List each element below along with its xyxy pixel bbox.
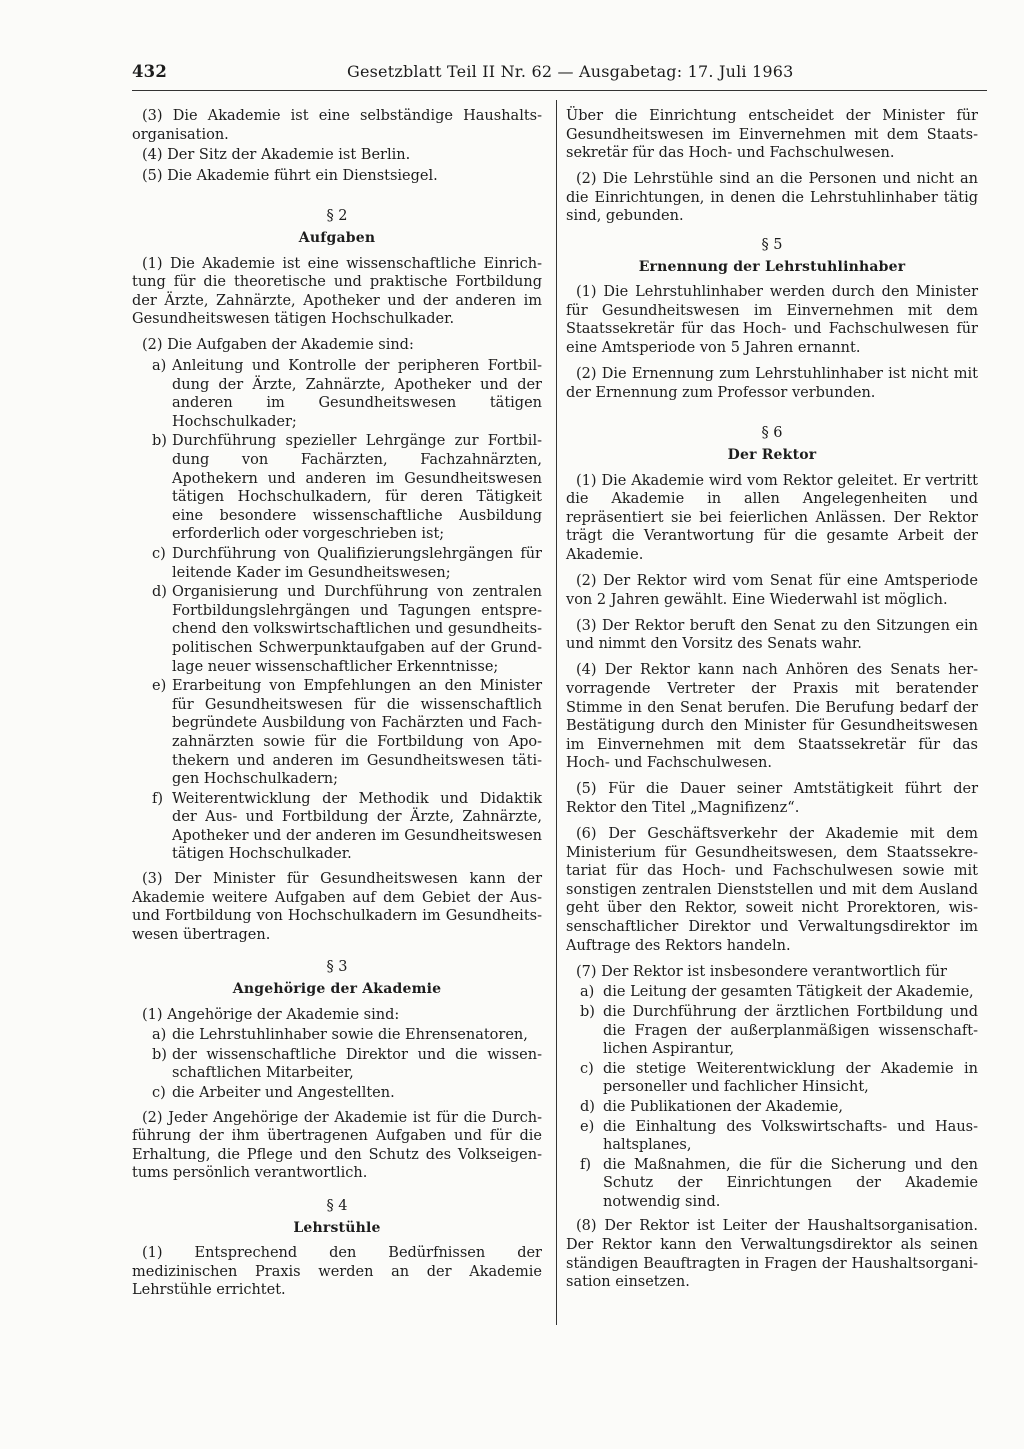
paragraph: Über die Einrichtung entscheidet der Minister für Gesundheitswesen im Einvernehmen mit dem Staatssekretär für das Hoch- und Fachschulwesen. <box>566 108 978 162</box>
list-item <box>566 1003 978 1059</box>
paragraph: (3) Der Rektor beruft den Senat zu den Sitzungen ein und nimmt den Vorsitz des Senats wahr. <box>566 617 978 653</box>
header-rule <box>132 90 987 91</box>
list-item <box>566 1060 978 1097</box>
list-item-label: b) <box>152 1046 167 1063</box>
list-item-label: a) <box>152 358 167 375</box>
list-item <box>566 1118 978 1155</box>
list-item-text: die stetige Weiterentwicklung der Akademie in personeller und fachlicher Hinsicht, <box>603 1060 978 1096</box>
list-item-label: e) <box>152 678 167 695</box>
list-item-text: die Lehrstuhlinhaber sowie die Ehrensenatoren, <box>172 1027 528 1044</box>
section-title: Aufgaben <box>298 229 376 246</box>
column-divider <box>556 100 557 1325</box>
list-item-text: Organisierung und Durchführung von zentralen Fortbildungslehrgängen und Tagungen entsprechend den volkswirtschaftlichen und gesundheitspolitischen Schwerpunktaufgaben auf der Grundlage neuer wissenschaftlicher Erkenntnisse; <box>172 584 542 675</box>
list-item-text: die Leitung der gesamten Tätigkeit der Akademie, <box>603 984 974 1001</box>
list-item <box>132 357 542 431</box>
section-number: § 4 <box>326 1197 348 1214</box>
section-number: § 2 <box>326 208 348 225</box>
paragraph: (1) Die Akademie ist eine wissenschaftliche Einrichtung für die theoretische und praktische Fortbildung der Ärzte, Zahnärzte, Apotheker und der anderen im Gesundheitswesen tätigen Hochschulkader. <box>132 255 542 328</box>
list-item-label: a) <box>152 1027 167 1044</box>
list-item <box>132 1046 542 1083</box>
page-header <box>132 62 987 88</box>
section-number: § 3 <box>326 959 348 976</box>
paragraph: (7) Der Rektor ist insbesondere verantwortlich für <box>576 963 947 980</box>
right-column <box>566 107 978 1292</box>
list-item <box>132 677 542 789</box>
task-list <box>132 357 542 864</box>
list-item-text: die Durchführung der ärztlichen Fortbildung und die Fragen der außerplanmäßigen wissenschaftlichen Aspirantur, <box>603 1003 978 1058</box>
paragraph: (5) Für die Dauer seiner Amtstätigkeit führt der Rektor den Titel „Magnifizenz“. <box>566 781 978 816</box>
paragraph: (1) Entsprechend den Bedürfnissen der medizinischen Praxis werden an der Akademie Lehrstühle errichtet. <box>132 1245 542 1299</box>
list-item-text: Durchführung spezieller Lehrgänge zur Fortbildung von Fachärzten, Fachzahnärzten, Apothekern und anderen im Gesundheitswesen tätigen Hochschulkadern, für deren Tätigkeit eine besondere wissenschaftliche Ausbildung erforderlich oder vorgeschrieben ist; <box>172 433 542 543</box>
section-number: § 5 <box>761 237 783 254</box>
section-title: Lehrstühle <box>293 1219 381 1236</box>
list-item-label: a) <box>580 984 595 1001</box>
paragraph: (4) Der Sitz der Akademie ist Berlin. <box>142 147 411 164</box>
paragraph: (4) Der Rektor kann nach Anhören des Senats hervorragende Vertreter der Praxis mit beratender Stimme in den Senat berufen. Die Berufung bedarf der Bestätigung durch den Minister für Gesundheitswesen im Einvernehmen mit dem Staatssekretär für das Hoch- und Fachschulwesen. <box>566 662 978 772</box>
list-item <box>132 790 542 864</box>
paragraph: (2) Die Aufgaben der Akademie sind: <box>142 337 414 354</box>
paragraph: (6) Der Geschäftsverkehr der Akademie mit dem Ministerium für Gesundheitswesen, dem Staatssekretariat für das Hoch- und Fachschulwesen sowie mit sonstigen zentralen Dienststellen und mit dem Ausland geht über den Rektor, soweit nicht Prorektoren, wissenschaftlicher Direktor und Verwaltungsdirektor im Auftrage des Rektors handeln. <box>566 826 978 954</box>
paragraph: (3) Die Akademie ist eine selbständige Haushaltsorganisation. <box>132 108 542 143</box>
paragraph: (2) Jeder Angehörige der Akademie ist für die Durchführung der ihm übertragenen Aufgaben und für die Erhaltung, die Pflege und den Schutz des Volkseigentums persönlich verantwortlich. <box>132 1109 542 1182</box>
list-item-text: Erarbeitung von Empfehlungen an den Minister für Gesundheitswesen für die wissenschaftlich begründete Ausbildung von Fachärzten und Fachzahnärzten sowie für die Fortbildung von Apothekern und anderen im Gesundheitswesen tätigen Hochschulkadern; <box>172 678 542 788</box>
list-item <box>566 1156 978 1212</box>
list-item-label: c) <box>152 1085 166 1101</box>
list-item-label: b) <box>580 1003 595 1020</box>
paragraph: (2) Der Rektor wird vom Senat für eine Amtsperiode von 2 Jahren gewählt. Eine Wiederwahl ist möglich. <box>566 572 978 608</box>
list-item-label: c) <box>152 545 166 562</box>
list-item-text: der wissenschaftliche Direktor und die wissenschaftlichen Mitarbeiter, <box>172 1046 542 1082</box>
list-item-label: e) <box>580 1118 595 1135</box>
section-title: Ernennung der Lehrstuhlinhaber <box>638 258 906 275</box>
paragraph: (1) Die Lehrstuhlinhaber werden durch den Minister für Gesundheitswesen im Einvernehmen mit dem Staatssekretär für das Hoch- und Fachschulwesen für eine Amtsperiode von 5 Jahren ernannt. <box>566 284 978 357</box>
list-item <box>566 1098 978 1117</box>
paragraph: (1) Die Akademie wird vom Rektor geleitet. Er vertritt die Akademie in allen Angelegenheiten und repräsentiert sie bei feierlichen Anlässen. Der Rektor trägt die Verantwortung für die gesamte Arbeit der Akademie. <box>566 472 978 563</box>
paragraph: (2) Die Lehrstühle sind an die Personen und nicht an die Einrichtungen, in denen die Lehrstuhlinhaber tätig sind, gebunden. <box>566 171 978 225</box>
section-title: Der Rektor <box>727 446 817 463</box>
list-item-label: d) <box>152 584 167 601</box>
member-list <box>132 1026 542 1102</box>
list-item <box>132 432 542 544</box>
list-item <box>132 1084 542 1103</box>
list-item-text: Weiterentwicklung der Methodik und Didaktik der Aus- und Fortbildung der Ärzte, Zahnärzte, Apotheker und der anderen im Gesundheitswesen tätigen Hochschulkader. <box>172 790 542 863</box>
list-item-text: die Einhaltung des Volkswirtschafts- und Haushaltsplanes, <box>603 1118 978 1154</box>
paragraph: (5) Die Akademie führt ein Dienstsiegel. <box>142 167 438 184</box>
page-number: 432 <box>132 62 168 81</box>
list-item <box>132 583 542 676</box>
paragraph: (3) Der Minister für Gesundheitswesen kann der Akademie weitere Aufgaben auf dem Gebiet der Aus- und Fortbildung von Hochschulkadern im Gesundheitswesen übertragen. <box>132 871 542 943</box>
list-item-label: b) <box>152 433 167 450</box>
list-item-text: die Maßnahmen, die für die Sicherung und den Schutz der Einrichtungen der Akademie notwendig sind. <box>603 1156 978 1210</box>
list-item-text: Anleitung und Kontrolle der peripheren Fortbildung der Ärzte, Zahnärzte, Apotheker und der anderen im Gesundheitswesen tätigen Hochschulkader; <box>172 358 542 430</box>
section-title: Angehörige der Akademie <box>232 981 442 998</box>
paragraph: (8) Der Rektor ist Leiter der Haushaltsorganisation. Der Rektor kann den Verwaltungsdirektor als seinen ständigen Beauftragten in Fragen der Haushaltsorganisation einsetzen. <box>566 1218 978 1291</box>
running-title: Gesetzblatt Teil II Nr. 62 — Ausgabetag: 17. Juli 1963 <box>347 62 794 81</box>
list-item-text: die Publikationen der Akademie, <box>603 1098 844 1115</box>
list-item <box>566 983 978 1002</box>
list-item <box>132 1026 542 1045</box>
responsibility-list <box>566 983 978 1211</box>
list-item-label: d) <box>580 1098 595 1115</box>
list-item-label: f) <box>580 1156 592 1173</box>
section-number: § 6 <box>761 425 783 442</box>
left-column <box>132 107 542 1300</box>
list-item-text: Durchführung von Qualifizierungslehrgängen für leitende Kader im Gesundheitswesen; <box>172 545 542 581</box>
list-item-text: die Arbeiter und Angestellten. <box>172 1085 395 1101</box>
list-item-label: c) <box>580 1060 594 1077</box>
list-item-label: f) <box>152 790 164 807</box>
paragraph: (1) Angehörige der Akademie sind: <box>142 1006 400 1023</box>
list-item <box>132 545 542 582</box>
paragraph: (2) Die Ernennung zum Lehrstuhlinhaber ist nicht mit der Ernennung zum Professor verbunden. <box>566 366 978 401</box>
